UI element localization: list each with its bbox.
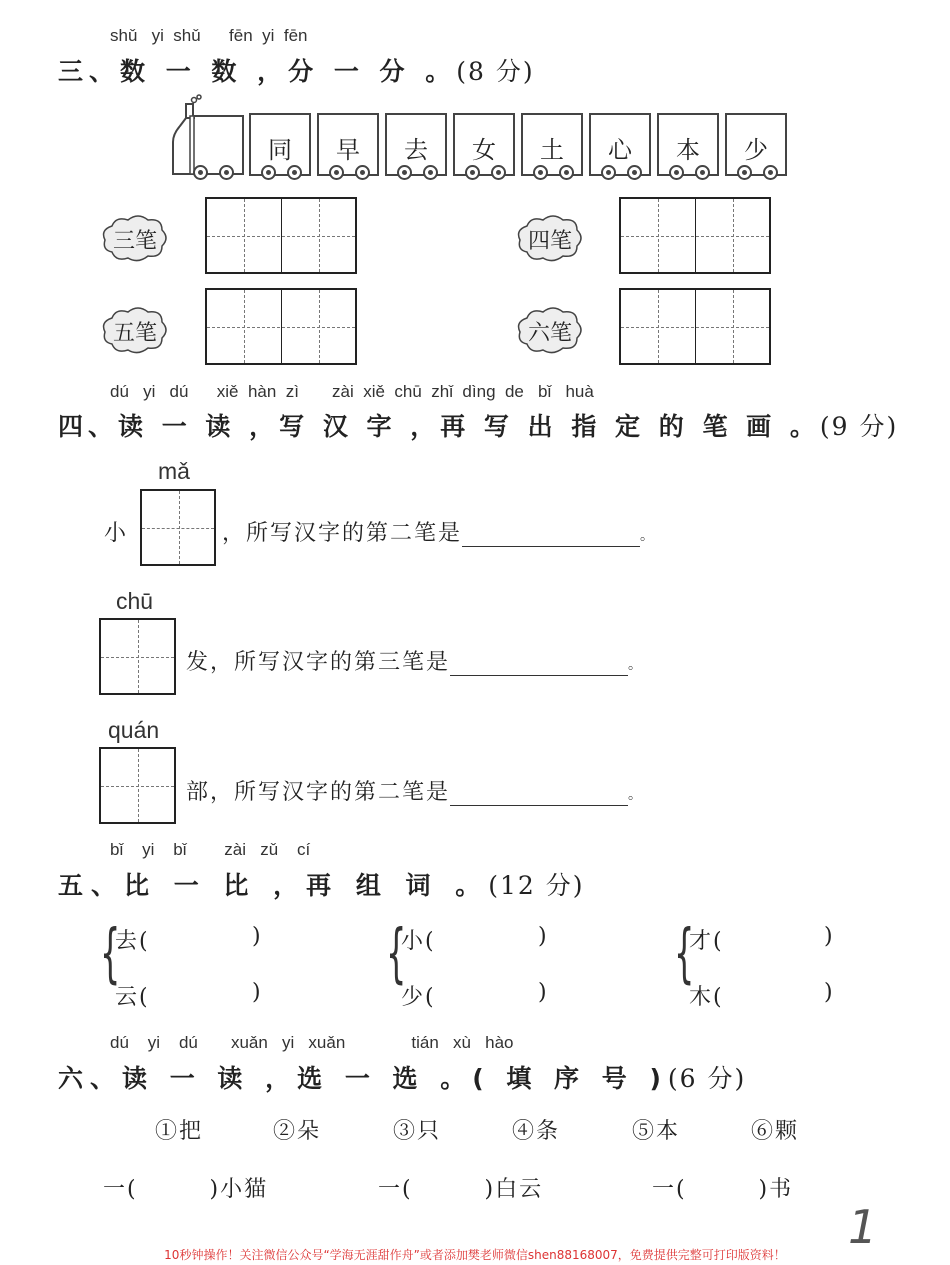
train-char-8: 少 [744, 136, 768, 164]
pair2-bottom-close: ) [538, 980, 549, 1005]
item1-end: 。 [640, 528, 657, 544]
wheel [669, 165, 684, 180]
train-char-4: 女 [472, 136, 496, 164]
writing-grid-five[interactable] [205, 288, 357, 365]
section5-score: (12 分) [488, 871, 585, 900]
pair2-top: 小( [401, 929, 436, 954]
wheel [737, 165, 752, 180]
pair3-top-close: ) [824, 924, 835, 949]
wheel [355, 165, 370, 180]
item1-writing-grid[interactable] [140, 489, 216, 566]
wheel [287, 165, 302, 180]
section6-heading [58, 1059, 746, 1095]
pair1-top-close: ) [252, 924, 263, 949]
section3-score: (8 分) [456, 57, 535, 86]
section3-pinyin: shǔ yi shǔ fēn yi fēn [110, 26, 308, 45]
item1-text: ，所写汉字的第二笔是 [222, 521, 463, 546]
section3-heading [58, 52, 535, 88]
section6-pinyin: dú yi dú xuǎn yi xuǎn tián xù hào [110, 1033, 514, 1052]
writing-grid-three[interactable] [205, 197, 357, 274]
cloud-three-strokes [100, 212, 170, 264]
cloud-label: 六笔 [527, 321, 572, 346]
cloud-label: 五笔 [112, 321, 157, 346]
writing-grid-six[interactable] [619, 288, 771, 365]
section4-title: 四、读 一 读 ，写 汉 字 ，再 写 出 指 定 的 笔 画 。 [58, 412, 820, 441]
item1-answer-blank[interactable] [462, 524, 640, 547]
pair3-top: 才( [689, 929, 724, 954]
train-char-6: 心 [608, 136, 632, 164]
wheel [559, 165, 574, 180]
wheel [261, 165, 276, 180]
section3-title: 三、数 一 数 ，分 一 分 。 [58, 57, 457, 86]
train-car-5 [521, 118, 583, 176]
train-char-1: 同 [268, 136, 292, 164]
item2-end: 。 [628, 657, 645, 673]
brace-1: { [100, 917, 121, 991]
train-car-7 [657, 118, 719, 176]
train-car-4 [453, 118, 515, 176]
option-5: ⑤本 [632, 1119, 681, 1144]
section5-title: 五、比 一 比 ，再 组 词 。 [58, 871, 489, 900]
item3-pinyin: quán [108, 717, 160, 743]
wheel [627, 165, 642, 180]
wheel [397, 165, 412, 180]
option-2: ②朵 [273, 1119, 322, 1144]
wheel [193, 165, 208, 180]
wheel [601, 165, 616, 180]
item3-sentence [186, 775, 644, 806]
item1-pinyin: mǎ [158, 458, 190, 484]
brace-3: { [674, 917, 695, 991]
train-engine [168, 94, 248, 184]
cloud-label: 三笔 [112, 229, 157, 254]
pair1-bottom: 云( [115, 985, 150, 1010]
item3-writing-grid[interactable] [99, 747, 176, 824]
train-char-3: 去 [404, 136, 428, 164]
cloud-six-strokes [515, 304, 585, 356]
brace-2: { [386, 917, 407, 991]
section4-score: (9 分) [819, 412, 899, 441]
train-car-2 [317, 118, 379, 176]
section4-heading [58, 407, 898, 443]
train-car-6 [589, 118, 651, 176]
pair1-bottom-close: ) [252, 980, 263, 1005]
train-char-5: 土 [540, 136, 564, 164]
item3-answer-blank[interactable] [450, 783, 628, 806]
item2-text: 发，所写汉字的第三笔是 [186, 650, 451, 675]
wheel [423, 165, 438, 180]
train-car-8 [725, 118, 787, 176]
item3-text: 部，所写汉字的第二笔是 [186, 780, 451, 805]
page-number: 1 [848, 1200, 878, 1254]
option-3: ③只 [393, 1119, 442, 1144]
train-char-7: 本 [676, 136, 700, 164]
wheel [695, 165, 710, 180]
fill-blank-2[interactable]: 一( )白云 [378, 1177, 544, 1202]
cloud-label: 四笔 [527, 229, 572, 254]
option-4: ④条 [512, 1119, 561, 1144]
item2-pinyin: chū [116, 588, 154, 614]
item3-end: 。 [628, 787, 645, 803]
pair2-top-close: ) [538, 924, 549, 949]
train-char-2: 早 [336, 136, 360, 164]
wheel [763, 165, 778, 180]
option-6: ⑥颗 [751, 1119, 800, 1144]
cloud-five-strokes [100, 304, 170, 356]
item2-writing-grid[interactable] [99, 618, 176, 695]
item1-sentence [222, 516, 656, 547]
wheel [491, 165, 506, 180]
footer-notice: 10秒钟操作！关注微信公众号“学海无涯甜作舟”或者添加樊老师微信shen88168007，免费提供完整可打印版资料！ [164, 1248, 786, 1262]
pair3-bottom-close: ) [824, 980, 835, 1005]
wheel [219, 165, 234, 180]
pair2-bottom: 少( [401, 985, 436, 1010]
writing-grid-four[interactable] [619, 197, 771, 274]
option-1: ①把 [155, 1119, 204, 1144]
wheel [465, 165, 480, 180]
section6-title: 六、读 一 读 ，选 一 选 。( 填 序 号 ) [58, 1064, 668, 1093]
pair3-bottom: 木( [689, 985, 724, 1010]
cloud-four-strokes [515, 212, 585, 264]
wheel [329, 165, 344, 180]
section4-pinyin: dú yi dú xiě hàn zì zài xiě chū zhǐ dìng de bǐ huà [110, 382, 594, 401]
fill-blank-3[interactable]: 一( )书 [652, 1177, 794, 1202]
section5-pinyin: bǐ yi bǐ zài zǔ cí [110, 840, 311, 859]
pair1-top: 去( [115, 929, 150, 954]
fill-blank-1[interactable]: 一( )小猫 [103, 1177, 269, 1202]
item2-answer-blank[interactable] [450, 653, 628, 676]
item1-prefix: 小 [104, 521, 129, 546]
section6-score: (6 分) [667, 1064, 747, 1093]
section5-heading [58, 866, 585, 902]
wheel [533, 165, 548, 180]
item2-sentence [186, 645, 644, 676]
train-car-1 [249, 118, 311, 176]
train-car-3 [385, 118, 447, 176]
